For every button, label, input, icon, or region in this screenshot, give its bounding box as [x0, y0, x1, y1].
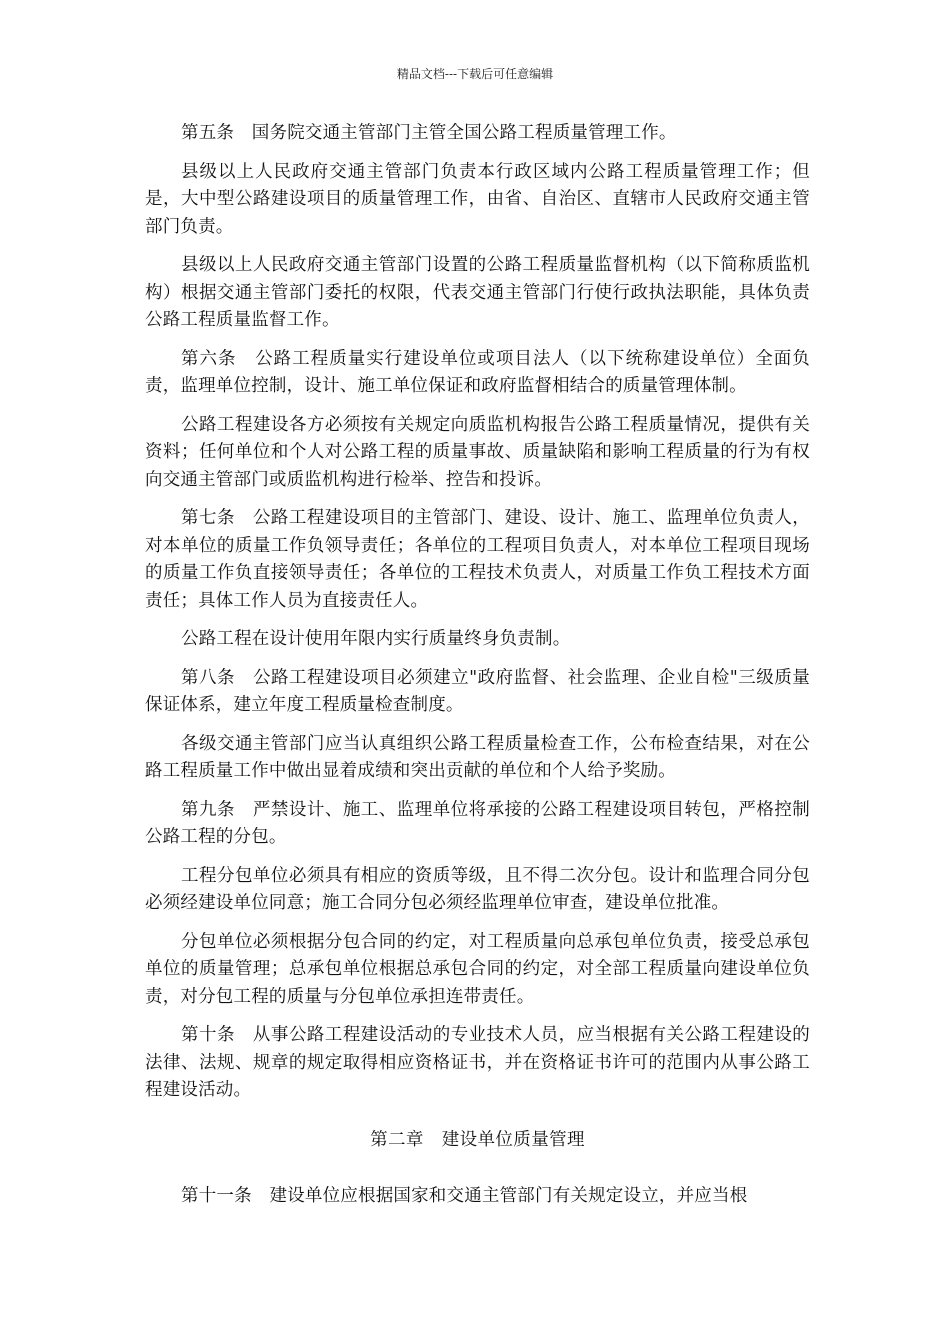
article-8: 第八条 公路工程建设项目必须建立"政府监督、社会监理、企业自检"三级质量保证体系，建立年度工程质量检查制度。 [145, 667, 810, 715]
page-header: 精品文档---下载后可任意编辑 [396, 67, 554, 81]
document-body [145, 120, 810, 1222]
article-8-paragraph-2: 各级交通主管部门应当认真组织公路工程质量检查工作，公布检查结果，对在公路工程质量工作中做出显着成绩和突出贡献的单位和个人给予奖励。 [145, 733, 810, 781]
article-7-paragraph-2: 公路工程在设计使用年限内实行质量终身负责制。 [181, 629, 571, 649]
article-11: 第十一条 建设单位应根据国家和交通主管部门有关规定设立，并应当根 [181, 1186, 748, 1206]
article-5-paragraph-2: 县级以上人民政府交通主管部门负责本行政区域内公路工程质量管理工作；但是，大中型公路建设项目的质量管理工作，由省、自治区、直辖市人民政府交通主管部门负责。 [145, 161, 810, 237]
article-10: 第十条 从事公路工程建设活动的专业技术人员，应当根据有关公路工程建设的法律、法规、规章的规定取得相应资格证书，并在资格证书许可的范围内从事公路工程建设活动。 [145, 1025, 810, 1100]
article-7: 第七条 公路工程建设项目的主管部门、建设、设计、施工、监理单位负责人，对本单位的质量工作负领导责任；各单位的工程项目负责人，对本单位工程项目现场的质量工作负直接领导责任；各单位的工程技术负责人，对质量工作负工程技术方面责任；具体工作人员为直接责任人。 [145, 508, 810, 611]
article-9: 第九条 严禁设计、施工、监理单位将承接的公路工程建设项目转包，严格控制公路工程的分包。 [145, 799, 810, 847]
article-9-paragraph-2: 工程分包单位必须具有相应的资质等级，且不得二次分包。设计和监理合同分包必须经建设单位同意；施工合同分包必须经监理单位审查，建设单位批准。 [145, 865, 810, 913]
chapter-heading: 第二章 建设单位质量管理 [370, 1129, 585, 1150]
article-6: 第六条 公路工程质量实行建设单位或项目法人（以下统称建设单位）全面负责，监理单位控制，设计、施工单位保证和政府监督相结合的质量管理体制。 [145, 348, 810, 396]
article-5: 第五条 国务院交通主管部门主管全国公路工程质量管理工作。 [181, 123, 677, 143]
article-6-paragraph-2: 公路工程建设各方必须按有关规定向质监机构报告公路工程质量情况，提供有关资料；任何单位和个人对公路工程的质量事故、质量缺陷和影响工程质量的行为有权向交通主管部门或质监机构进行检举、控告和投诉。 [145, 414, 810, 490]
article-9-paragraph-3: 分包单位必须根据分包合同的约定，对工程质量向总承包单位负责，接受总承包单位的质量管理；总承包单位根据总承包合同的约定，对全部工程质量向建设单位负责，对分包工程的质量与分包单位承担连带责任。 [145, 931, 810, 1007]
article-5-paragraph-3: 县级以上人民政府交通主管部门设置的公路工程质量监督机构（以下简称质监机构）根据交通主管部门委托的权限，代表交通主管部门行使行政执法职能，具体负责公路工程质量监督工作。 [145, 255, 810, 330]
